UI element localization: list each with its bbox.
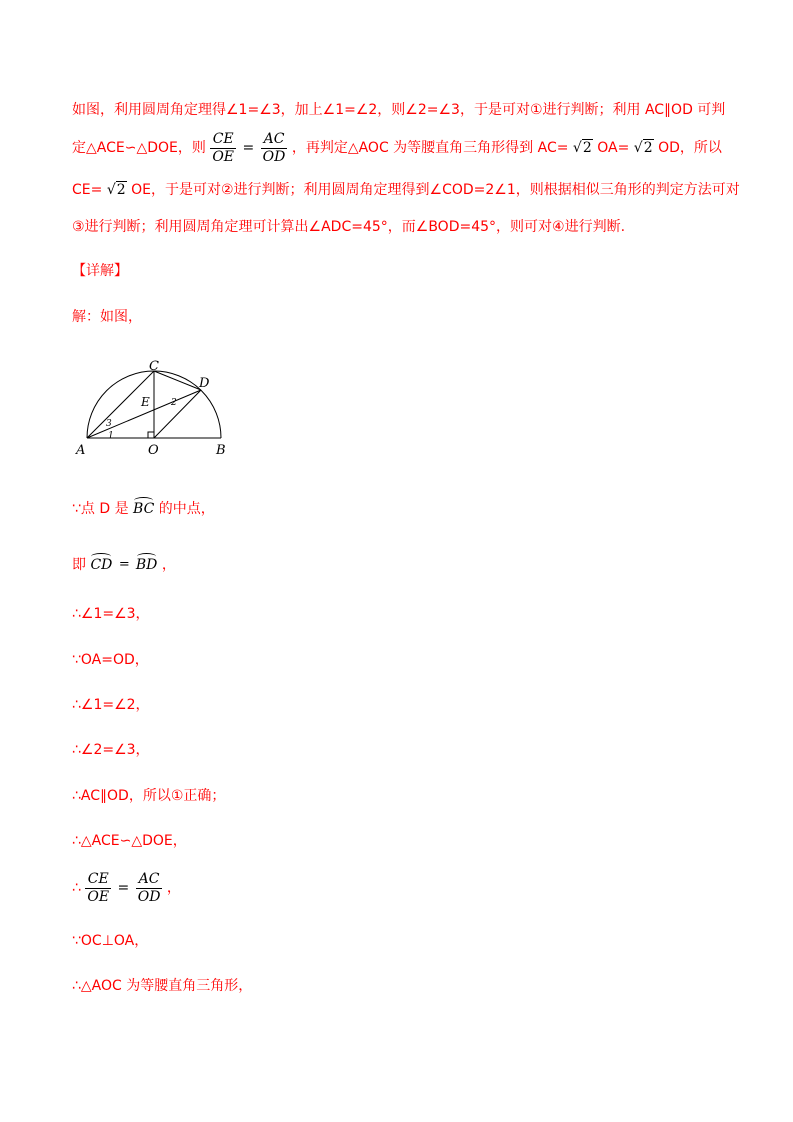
solution-step-5: ∴∠1=∠2，	[72, 697, 150, 713]
label-c: C	[149, 359, 159, 374]
arc-bc: BC	[133, 501, 155, 517]
hint-line-4	[72, 218, 625, 236]
solution-step-8: ∴△ACE∽△DOE，	[72, 833, 187, 849]
label-angle-2: 2	[171, 398, 177, 408]
solution-step-2: 即 CD = BD ，	[72, 557, 176, 573]
solution-step-11: ∴△AOC 为等腰直角三角形，	[72, 978, 253, 994]
sqrt-symbol: √2	[633, 140, 653, 156]
hint-fraction-ce-oe: $\frac{CE}{OE}$	[212, 130, 235, 165]
label-angle-1: 1	[108, 431, 114, 441]
hint-text-2c: OA=	[597, 140, 630, 156]
hint-text-2d: OD，所以	[658, 140, 722, 156]
label-angle-3: 3	[106, 419, 112, 429]
segment-cd	[154, 371, 201, 390]
solution-step-4: ∵OA=OD，	[72, 652, 149, 668]
label-d: D	[199, 376, 210, 391]
hint-text-3b: OE，于是可对②进行判断；利用圆周角定理得到∠COD=2∠1，则根据相似三角形的判定方法可对	[131, 182, 740, 198]
arc-bd: BD	[135, 557, 158, 573]
label-e: E	[141, 395, 150, 409]
label-b: B	[216, 443, 226, 458]
section-title: 【详解】	[72, 263, 128, 279]
hint-line-2	[72, 130, 722, 166]
hint-text-3a: CE=	[72, 182, 103, 198]
solution-step-3: ∴∠1=∠3，	[72, 606, 150, 622]
hint-text-1: 如图，利用圆周角定理得∠1=∠3，加上∠1=∠2，则∠2=∠3，于是可对①进行判断；利用 AC∥OD 可判	[72, 102, 726, 118]
solution-step-1: ∵点 D 是 BC 的中点，	[72, 501, 215, 517]
hint-fraction-ac-od: $\frac{AC}{OD}$	[262, 130, 286, 165]
hint-equals: =	[242, 140, 255, 156]
sqrt-symbol: √2	[572, 140, 592, 156]
solution-step-6: ∴∠2=∠3，	[72, 742, 150, 758]
hint-line-3	[72, 181, 740, 199]
label-o: O	[148, 443, 159, 458]
arc-cd: CD	[90, 557, 113, 573]
solution-intro: 解：如图，	[72, 309, 142, 325]
solution-step-7: ∴AC∥OD，所以①正确；	[72, 788, 226, 804]
solution-fraction-ac-od: $\frac{AC}{OD}$	[137, 870, 161, 905]
sqrt-symbol: √2	[106, 182, 126, 198]
solution-step-9: ∴ $\frac{CE}{OE}$ = $\frac{AC}{OD}$ ，	[72, 870, 181, 905]
segment-od	[154, 390, 201, 438]
solution-fraction-ce-oe: $\frac{CE}{OE}$	[87, 870, 110, 905]
right-angle-mark	[148, 432, 154, 438]
hint-text-2b: ，再判定△AOC 为等腰直角三角形得到 AC=	[291, 140, 569, 156]
hint-line-1	[72, 101, 725, 119]
hint-text-2a: 定△ACE∽△DOE，则	[72, 140, 206, 156]
hint-text-4: ③进行判断；利用圆周角定理可计算出∠ADC=45°，而∠BOD=45°，则可对④进行判断.	[72, 219, 626, 235]
solution-step-10: ∵OC⊥OA，	[72, 933, 149, 949]
label-a: A	[76, 443, 86, 458]
geometry-figure	[70, 356, 235, 461]
